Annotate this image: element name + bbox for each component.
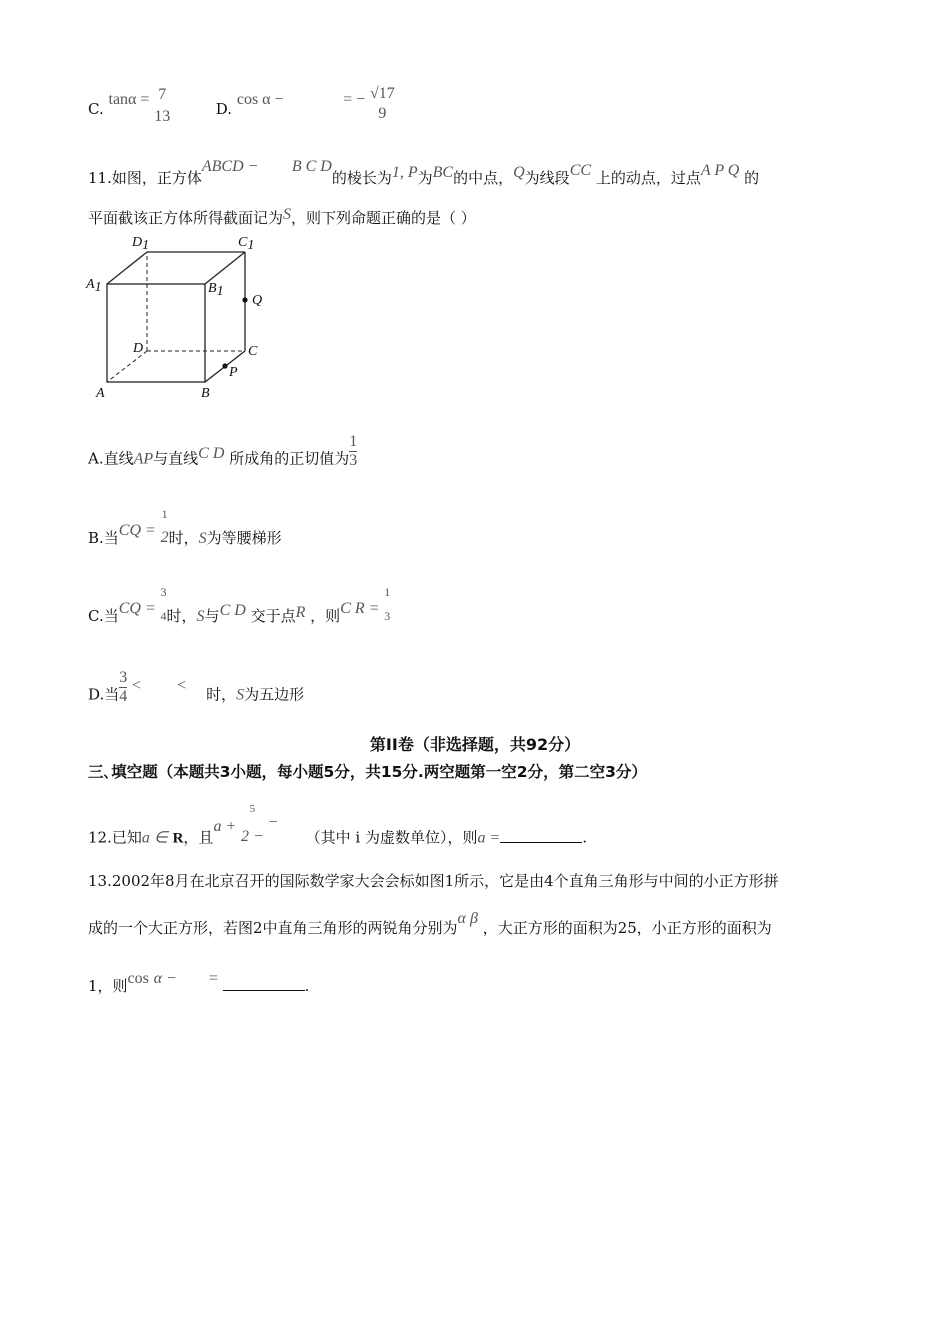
q11-intro-d: 的中点， — [453, 169, 514, 187]
edge-b1c1 — [205, 252, 245, 284]
q11-d-tail-b: 为五边形 — [244, 685, 305, 704]
q11-cube-name: ABCD − — [201, 158, 259, 175]
q12-fraction — [241, 804, 264, 845]
q11-b-den: 2 — [160, 529, 169, 546]
q11-c-cd: C D — [219, 602, 246, 619]
label-d1: D1 — [132, 235, 150, 253]
q11-apq: A P Q — [700, 162, 740, 179]
q12-den: 2 − — [241, 828, 264, 845]
q11-c-mid-b: 交于点 — [250, 607, 296, 625]
q11-c-num2: 1 — [384, 585, 391, 599]
section-2-title: 第II卷（非选择题，共92分） — [369, 735, 581, 754]
q10-option-d-expr: cos α − — [236, 91, 284, 108]
q11-a-prefix: A.直线 — [88, 449, 134, 468]
q13-eq: = — [208, 970, 218, 987]
q12-answer-label: a = — [477, 829, 501, 847]
q10-c-denominator: 13 — [154, 108, 171, 125]
q11-c-num: 3 — [160, 585, 167, 599]
q13-alpha: α − — [153, 970, 177, 987]
q10-d-numerator: √17 — [369, 85, 395, 102]
q11-line2-b: ，则下列命题正确的是（ ） — [291, 209, 476, 227]
label-a: A — [96, 386, 105, 401]
q11-d-lt1: < — [132, 676, 142, 694]
q10-d-denominator: 9 — [378, 105, 387, 122]
q12-mid: ，且 — [183, 828, 214, 847]
q11-intro-c: 为 — [417, 169, 433, 187]
q11-intro-e: 为线段 — [524, 169, 570, 187]
q11-option-b — [88, 507, 282, 558]
q11-intro-b: 的棱长为 — [331, 169, 392, 187]
q12-note: （其中 i 为虚数单位），则 — [305, 828, 478, 847]
point-q — [242, 297, 247, 302]
label-c: C — [248, 344, 258, 359]
q11-a-den: 3 — [349, 452, 358, 469]
point-p — [222, 363, 227, 368]
q11-q: Q — [513, 164, 525, 181]
q13-line2 — [88, 910, 772, 939]
q11-intro-f: 上的动点，过点 — [595, 169, 701, 187]
q13-line3 — [88, 970, 310, 997]
q11-cube-tail: B C D — [291, 158, 332, 175]
q11-b-fraction — [161, 508, 169, 546]
q11-a-num: 1 — [349, 433, 358, 450]
q12-expr-a: a + — [213, 817, 237, 835]
q11-c-den: 4 — [160, 609, 167, 623]
label-b1: B1 — [208, 281, 224, 299]
q12-real-set: R — [172, 830, 184, 847]
q10-option-c-prefix: C. — [88, 100, 104, 118]
q11-b-prefix: B.当 — [88, 529, 119, 547]
q11-b-s: S — [198, 530, 207, 547]
cube-figure — [80, 230, 280, 410]
q12-prefix: 12.已知 — [88, 828, 142, 847]
q11-d-num: 3 — [119, 669, 128, 686]
q11-d-tail-a: 时， — [206, 685, 237, 704]
q11-stem-line2 — [88, 208, 476, 229]
label-b: B — [201, 386, 210, 401]
q10-option-d-eq: = − — [343, 91, 366, 108]
q13-answer-blank[interactable] — [223, 976, 305, 991]
q13-cos: cos — [127, 970, 149, 987]
q11-c-mid-c: ，则 — [310, 607, 341, 625]
q11-s: S — [283, 206, 292, 223]
q11-intro-g: 的 — [744, 169, 760, 187]
q11-option-c — [88, 585, 391, 636]
q10-option-c-fraction — [154, 86, 170, 126]
q13-end: . — [304, 977, 310, 995]
label-d: D — [133, 341, 144, 356]
q11-stem-line1 — [88, 158, 760, 189]
q11-a-ap: AP — [133, 450, 154, 468]
q10-options-line — [88, 85, 395, 130]
q11-d-den: 4 — [119, 688, 128, 705]
q13-alpha-beta: α β — [457, 910, 478, 927]
q12-line — [88, 803, 588, 859]
q11-c-s: S — [196, 608, 205, 625]
q12-end: . — [582, 828, 588, 847]
q11-c-cr: C R = — [340, 600, 380, 617]
q11-bc: BC — [432, 164, 454, 181]
q13-line2-b: ，大正方形的面积为25，小正方形的面积为 — [482, 919, 772, 937]
q11-edge-length: 1, P — [391, 164, 418, 181]
q11-intro-a: 11.如图，正方体 — [88, 169, 202, 187]
q11-option-d — [88, 669, 305, 714]
q11-b-expr: CQ = — [118, 522, 156, 539]
q11-d-prefix: D.当 — [88, 685, 120, 704]
q12-num: 5 — [249, 803, 256, 815]
q12-a-in: a ∈ — [141, 829, 168, 847]
q11-c-fraction2 — [384, 586, 390, 624]
q11-d-lt2: < — [177, 676, 187, 694]
q11-a-cd: C D — [198, 444, 225, 462]
q11-c-den2: 3 — [384, 609, 391, 623]
label-p: P — [229, 365, 238, 380]
q11-c-mid-a: 与 — [204, 607, 220, 625]
label-q: Q — [252, 293, 263, 308]
q12-expr-eq: − — [268, 813, 278, 831]
q10-option-d-fraction — [370, 85, 395, 123]
q11-c-r: R — [295, 604, 306, 621]
q11-cc: CC — [569, 162, 592, 179]
q11-b-tail-a: 时， — [168, 529, 199, 547]
q11-d-s: S — [236, 686, 245, 704]
label-a1: A1 — [86, 277, 102, 295]
q13-line2-a: 成的一个大正方形，若图2中直角三角形的两锐角分别为 — [88, 919, 458, 937]
q11-c-expr: CQ = — [118, 600, 156, 617]
q11-a-tail: 所成角的正切值为 — [229, 449, 350, 468]
q11-a-fraction — [349, 433, 357, 470]
q11-d-fraction — [119, 669, 127, 706]
q10-option-c-expr: tanα = — [108, 91, 150, 108]
q12-answer-blank[interactable] — [500, 828, 582, 843]
q11-a-mid: 与直线 — [153, 449, 199, 468]
q13-line1: 13.2002年8月在北京召开的国际数学家大会会标如图1所示，它是由4个直角三角形与中间的小正方形拼 — [88, 872, 779, 890]
q11-c-prefix: C.当 — [88, 607, 119, 625]
label-c1: C1 — [238, 235, 255, 253]
q11-option-a — [88, 433, 358, 478]
q10-c-numerator: 7 — [158, 86, 167, 103]
q11-c-tail-a: 时， — [166, 607, 197, 625]
edge-a1d1 — [107, 252, 147, 284]
front-face — [107, 284, 205, 382]
q11-c-fraction — [161, 586, 167, 624]
q11-b-num: 1 — [161, 507, 168, 521]
q13-line3-a: 1，则 — [88, 977, 128, 995]
fill-in-header: 三､填空题（本题共3小题，每小题5分，共15分.两空题第一空2分，第二空3分） — [88, 763, 647, 781]
q10-option-d-prefix: D. — [215, 100, 233, 118]
q11-b-tail-b: 为等腰梯形 — [206, 529, 282, 547]
q11-line2-a: 平面截该正方体所得截面记为 — [88, 209, 284, 227]
